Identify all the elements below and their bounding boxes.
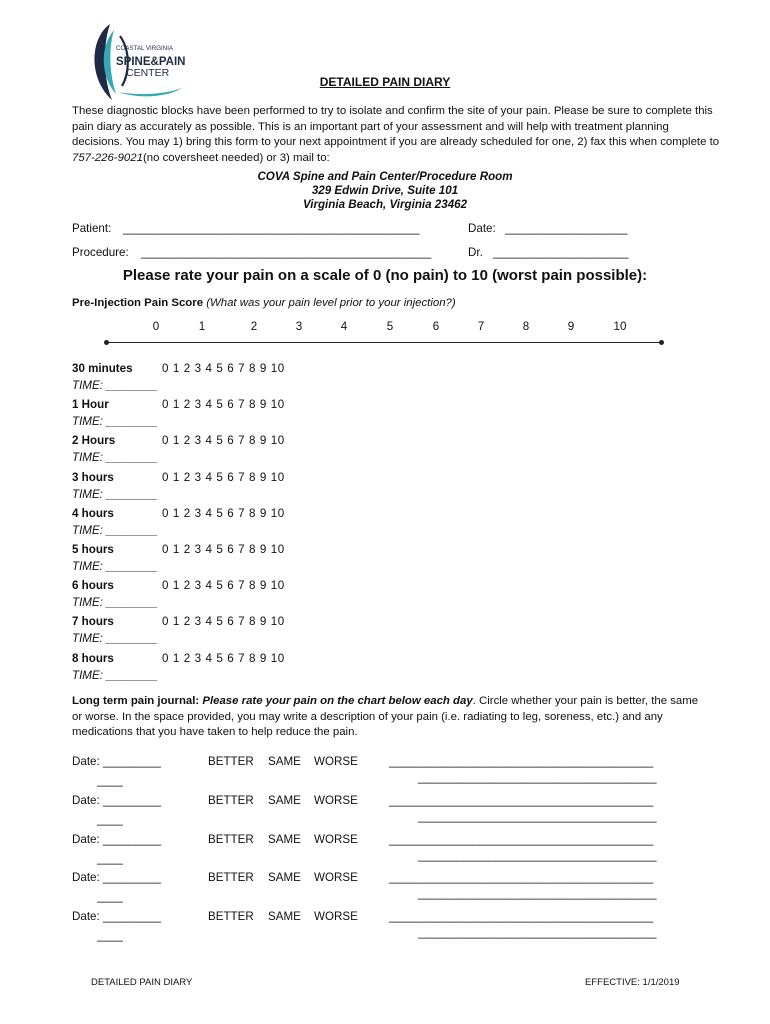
pre-injection-label: Pre-Injection Pain Score — [72, 297, 204, 309]
scale-number[interactable]: 4 — [340, 320, 348, 333]
interval-time-field[interactable]: TIME: ________ — [72, 668, 158, 682]
same-option[interactable]: SAME — [268, 793, 301, 807]
scale-start-dot — [104, 340, 109, 345]
intro-text-end: (no coversheet needed) or 3) mail to: — [142, 151, 330, 164]
scale-number[interactable]: 0 — [152, 320, 160, 333]
doctor-label: Dr. — [468, 246, 483, 259]
journal-instruction-rest: . Circle whether your pain is better, the same or worse. In the space provided, you may write a description of your pain (i.e. radiating to leg, soreness, etc.) and any medications that you have taken to help reduce the pain. — [72, 695, 699, 738]
journal-description-line[interactable]: _________________________________________ — [389, 910, 654, 924]
date-field[interactable]: ___________________ — [505, 222, 628, 235]
same-option[interactable]: SAME — [268, 832, 301, 846]
interval-time-field[interactable]: TIME: ________ — [72, 560, 158, 573]
scale-number[interactable]: 2 — [250, 320, 258, 333]
worse-option[interactable]: WORSE — [314, 910, 358, 924]
journal-date-field[interactable]: Date: _________ — [72, 871, 161, 885]
logo-line2: SPINE&PAIN — [116, 56, 186, 68]
journal-date-field[interactable]: Date: _________ — [72, 755, 161, 768]
journal-label: Long term pain journal: — [72, 695, 200, 707]
journal-instructions — [72, 694, 702, 741]
interval-label: 2 Hours — [72, 434, 116, 448]
footer-effective-date: EFFECTIVE: 1/1/2019 — [585, 977, 680, 988]
journal-date-field-tail[interactable]: ____ — [97, 812, 123, 826]
interval-label: 8 hours — [72, 651, 114, 665]
worse-option[interactable]: WORSE — [314, 755, 358, 768]
scale-number[interactable]: 6 — [432, 320, 440, 333]
pre-injection-question: (What was your pain level prior to your injection?) — [206, 297, 456, 309]
pre-injection-prompt — [72, 297, 456, 309]
interval-pain-scale[interactable]: 0 1 2 3 4 5 6 7 8 9 10 — [162, 615, 285, 629]
rating-instruction-heading: Please rate your pain on a scale of 0 (no pain) to 10 (worst pain possible): — [122, 267, 648, 284]
footer-title: DETAILED PAIN DIARY — [91, 977, 193, 988]
journal-description-line[interactable]: _____________________________________ — [418, 887, 657, 901]
journal-description-line[interactable]: _____________________________________ — [418, 809, 657, 823]
interval-time-field[interactable]: TIME: ________ — [72, 415, 158, 429]
mailing-address — [0, 170, 770, 212]
fax-number: 757-226-9021 — [72, 151, 143, 164]
interval-pain-scale[interactable]: 0 1 2 3 4 5 6 7 8 9 10 — [162, 362, 285, 375]
scale-number[interactable]: 5 — [386, 320, 394, 333]
interval-time-field[interactable]: TIME: ________ — [72, 487, 158, 501]
scale-number[interactable]: 9 — [567, 320, 575, 333]
interval-pain-scale[interactable]: 0 1 2 3 4 5 6 7 8 9 10 — [162, 398, 285, 412]
address-line3: Virginia Beach, Virginia 23462 — [302, 198, 468, 211]
journal-description-line[interactable]: _________________________________________ — [389, 793, 654, 807]
journal-date-field-tail[interactable]: ____ — [97, 774, 123, 787]
interval-pain-scale[interactable]: 0 1 2 3 4 5 6 7 8 9 10 — [162, 506, 285, 520]
journal-date-field[interactable]: Date: _________ — [72, 910, 161, 924]
same-option[interactable]: SAME — [268, 871, 301, 885]
intro-text: These diagnostic blocks have been performed to try to isolate and confirm the site of your pain. Please be sure to complete this pain diary as accurately as possible. This is an important part of your assessment and will help with treatment planning decisions. You may 1) bring this form to your next appointment if you are already scheduled for one, 2) fax this when complete to — [72, 105, 720, 148]
interval-pain-scale[interactable]: 0 1 2 3 4 5 6 7 8 9 10 — [162, 543, 285, 556]
journal-date-field-tail[interactable]: ____ — [97, 890, 123, 904]
logo-line3: CENTER — [126, 67, 170, 79]
interval-pain-scale[interactable]: 0 1 2 3 4 5 6 7 8 9 10 — [162, 651, 285, 665]
interval-label: 6 hours — [72, 579, 114, 593]
pain-scale-line[interactable] — [106, 342, 662, 343]
document-title: DETAILED PAIN DIARY — [319, 75, 451, 89]
patient-label: Patient: — [72, 222, 112, 235]
procedure-label: Procedure: — [72, 246, 129, 259]
address-line1: COVA Spine and Pain Center/Procedure Room — [257, 170, 513, 183]
interval-time-field[interactable]: TIME: ________ — [72, 596, 158, 610]
journal-description-line[interactable]: _________________________________________ — [389, 755, 654, 768]
interval-time-field[interactable]: TIME: ________ — [72, 451, 158, 465]
better-option[interactable]: BETTER — [208, 910, 254, 924]
interval-time-field[interactable]: TIME: ________ — [72, 523, 158, 537]
worse-option[interactable]: WORSE — [314, 871, 358, 885]
address-line2: 329 Edwin Drive, Suite 101 — [311, 184, 459, 197]
interval-label: 7 hours — [72, 615, 114, 629]
same-option[interactable]: SAME — [268, 910, 301, 924]
date-label: Date: — [468, 222, 496, 235]
interval-pain-scale[interactable]: 0 1 2 3 4 5 6 7 8 9 10 — [162, 470, 285, 484]
doctor-field[interactable]: _____________________ — [493, 246, 629, 259]
journal-description-line[interactable]: _____________________________________ — [418, 771, 657, 784]
worse-option[interactable]: WORSE — [314, 793, 358, 807]
interval-label: 30 minutes — [72, 362, 133, 375]
interval-pain-scale[interactable]: 0 1 2 3 4 5 6 7 8 9 10 — [162, 579, 285, 593]
better-option[interactable]: BETTER — [208, 755, 254, 768]
interval-label: 3 hours — [72, 470, 114, 484]
intro-paragraph — [72, 104, 722, 166]
same-option[interactable]: SAME — [268, 755, 301, 768]
journal-date-field[interactable]: Date: _________ — [72, 793, 161, 807]
interval-time-field[interactable]: TIME: ________ — [72, 632, 158, 646]
better-option[interactable]: BETTER — [208, 832, 254, 846]
journal-date-field[interactable]: Date: _________ — [72, 832, 161, 846]
journal-date-field-tail[interactable]: ____ — [97, 929, 123, 943]
worse-option[interactable]: WORSE — [314, 832, 358, 846]
scale-number[interactable]: 10 — [613, 320, 627, 333]
better-option[interactable]: BETTER — [208, 793, 254, 807]
logo-line1: COASTAL VIRGINIA — [116, 45, 174, 52]
scale-end-dot — [659, 340, 664, 345]
journal-date-field-tail[interactable]: ____ — [97, 851, 123, 865]
procedure-field[interactable]: _____________________________________________ — [141, 246, 432, 259]
journal-description-line[interactable]: _____________________________________ — [418, 848, 657, 862]
better-option[interactable]: BETTER — [208, 871, 254, 885]
journal-instruction: Please rate your pain on the chart below each day — [202, 695, 473, 707]
interval-time-field[interactable]: TIME: ________ — [72, 379, 158, 392]
scale-number[interactable]: 7 — [477, 320, 485, 333]
journal-description-line[interactable]: _________________________________________ — [389, 832, 654, 846]
patient-field[interactable]: ______________________________________________ — [123, 222, 420, 235]
interval-pain-scale[interactable]: 0 1 2 3 4 5 6 7 8 9 10 — [162, 434, 285, 448]
scale-number[interactable]: 3 — [295, 320, 303, 333]
journal-description-line[interactable]: _____________________________________ — [418, 926, 657, 940]
interval-label: 4 hours — [72, 506, 114, 520]
journal-description-line[interactable]: _________________________________________ — [389, 871, 654, 885]
interval-label: 1 Hour — [72, 398, 109, 412]
interval-label: 5 hours — [72, 543, 114, 556]
scale-number[interactable]: 8 — [522, 320, 530, 333]
scale-number[interactable]: 1 — [198, 320, 206, 333]
clinic-logo — [82, 20, 187, 102]
